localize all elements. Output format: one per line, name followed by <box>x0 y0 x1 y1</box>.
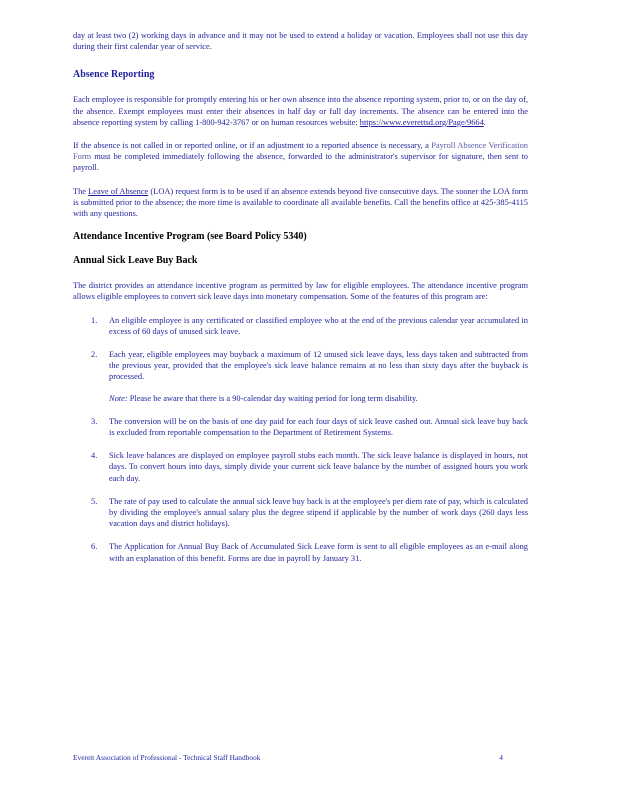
adjustment-text-pre: If the absence is not called in or reported online, or if an adjustment to a reported absence is necessary, a <box>73 141 432 151</box>
list-item-number: 2. <box>91 350 98 360</box>
leave-of-absence-link[interactable]: Leave of Absence <box>88 186 149 196</box>
page-number: 4 <box>499 753 503 762</box>
adjustment-text-post: must be completed immediately following the absence, forwarded to the administrator's supervisor for signature, then sent to payroll. <box>73 152 528 173</box>
intro-paragraph: day at least two (2) working days in advance and it may not be used to extend a holiday or vacation. Employees shall not use this day during their first calendar year of service. <box>73 31 528 52</box>
list-item <box>73 349 528 404</box>
url-tail: . <box>483 117 486 127</box>
list-item-number: 1. <box>91 315 98 325</box>
note-label: Note: <box>109 393 128 403</box>
attendance-intro-paragraph: The district provides an attendance incentive program as permitted by law for eligible employees. The attendance incentive program allows eligible employees to convert sick leave days into monetary compensation. Some of the features of this program are: <box>73 281 528 302</box>
page-footer <box>73 753 503 763</box>
list-item <box>73 450 528 484</box>
list-item-text: Sick leave balances are displayed on employee payroll stubs each month. The sick leave balance is displayed in hours, not days. To convert hours into days, simply divide your current sick leave balance by the number of assigned hours you work each day. <box>109 451 528 483</box>
list-item-number: 3. <box>91 416 98 426</box>
list-item-text: Each year, eligible employees may buyback a maximum of 12 unused sick leave days, less days taken and subtracted from the previous year, provided that the employee's sick leave balance remains at no less than sixty days after the buyback is processed. <box>109 350 528 382</box>
absence-website-link[interactable]: https://www.everettsd.org/Page/9664 <box>359 117 484 127</box>
list-item <box>73 416 528 438</box>
sick-leave-buyback-heading: Annual Sick Leave Buy Back <box>73 255 198 267</box>
loa-text-post: (LOA) request form is to be used if an absence extends beyond five consecutive days. The sooner the LOA form is submitted prior to the absence; the more time is available to coordinate all available benefits. Call the benefits office at 425-385-4115 with any questions. <box>73 186 528 219</box>
list-item-number: 5. <box>91 496 98 506</box>
adjustment-paragraph <box>73 140 528 174</box>
attendance-incentive-heading: Attendance Incentive Program (see Board Policy 5340) <box>73 231 307 243</box>
payroll-absence-form-link[interactable]: Payroll Absence Verification Form <box>73 141 528 162</box>
absence-reporting-heading: Absence Reporting <box>73 69 155 81</box>
list-item-text: The rate of pay used to calculate the annual sick leave buy back is at the employee's per diem rate of pay, which is calculated by dividing the employee's annual salary plus the degree stipend if applicable by the number of work days (260 days less vacation days and district holidays). <box>109 496 528 529</box>
list-item <box>73 315 528 337</box>
footer-title: Everett Association of Professional - Technical Staff Handbook <box>73 753 261 762</box>
absence-reporting-text: Each employee is responsible for promptly entering his or her own absence into the absence reporting system, prior to, or on the day of, the absence. Exempt employees must enter their absences in half day or full day increments. The absence can be entered into the absence reporting system by calling 1-800-942-3767 or on human resources website: <box>73 95 528 127</box>
list-item-number: 6. <box>91 542 98 552</box>
note-text: Please be aware that there is a 90-calendar day waiting period for long term disability. <box>127 393 418 403</box>
loa-text-pre: The <box>73 186 89 196</box>
disability-note <box>109 393 528 404</box>
list-item <box>73 496 528 530</box>
page-content <box>73 30 528 576</box>
list-item <box>73 541 528 563</box>
list-item-number: 4. <box>91 451 98 461</box>
list-item-text: An eligible employee is any certificated or classified employee who at the end of the previous calendar year accumulated in excess of 60 days of unused sick leave. <box>109 315 528 336</box>
features-list <box>73 315 528 564</box>
list-item-text: The conversion will be on the basis of one day paid for each four days of sick leave cashed out. Annual sick leave buy back is excluded from reportable compensation to the Department of Retirement Systems. <box>109 416 528 438</box>
loa-paragraph <box>73 186 528 220</box>
list-item-text: The Application for Annual Buy Back of Accumulated Sick Leave form is sent to all eligible employees as an e-mail along with an explanation of this benefit. Forms are due in payroll by January 31. <box>109 542 528 563</box>
absence-reporting-paragraph <box>73 94 528 128</box>
